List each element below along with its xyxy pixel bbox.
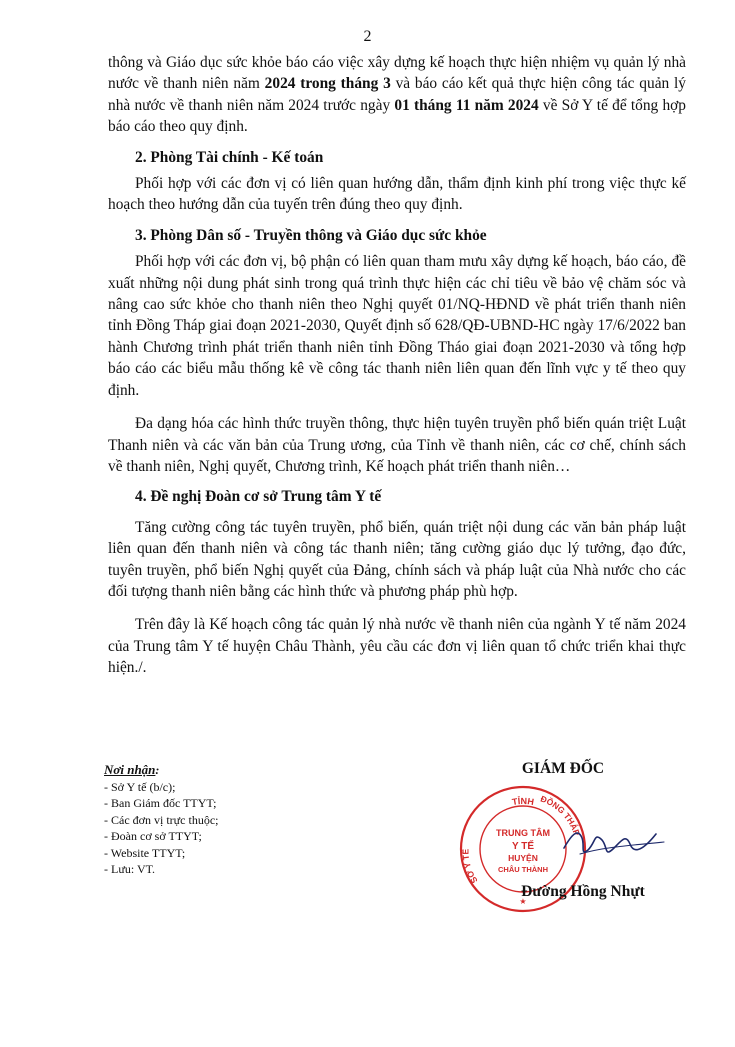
stamp-line-2: Y TẾ	[511, 841, 535, 852]
intro-paragraph	[108, 52, 686, 138]
recipient-item: - Website TTYT;	[104, 845, 186, 860]
recipients-title-suffix: :	[155, 763, 160, 777]
recipient-item: - Đoàn cơ sở TTYT;	[104, 829, 202, 843]
recipient-item: - Các đơn vị trực thuộc;	[104, 812, 219, 827]
section-4-heading: 4. Đề nghị Đoàn cơ sở Trung tâm Y tế	[135, 488, 382, 506]
stamp-left-text: SỞ Y TẾ	[460, 848, 480, 886]
stamp-line-3: HUYỆN	[508, 853, 538, 863]
section-3-paragraph-1: Phối hợp với các đơn vị, bộ phận có liên quan tham mưu xây dựng kế hoạch, báo cáo, đề xuất những nội dung phát sinh trong quá trình thực hiện các chỉ tiêu về bảo vệ chăm sóc và nâng cao sức khỏe cho thanh niên theo Nghị quyết 01/NQ-HĐND về phát triển thanh niên tỉnh Đồng Tháp giai đoạn 2021-2030, Quyết định số 628/QĐ-UBND-HC ngày 17/6/2022 ban hành Chương trình phát triển thanh niên tỉnh Đồng Tháo giai đoạn 2021-2030 và tổng hợp báo cáo các biểu mẫu thống kê về công tác thanh niên liên quan đến lĩnh vực y tế theo quy định.	[108, 253, 686, 399]
stamp-right-text: ĐỒNG THÁP	[539, 793, 583, 837]
recipient-item: - Sở Y tế (b/c);	[104, 779, 176, 794]
stamp-line-4: CHÂU THÀNH	[498, 865, 548, 874]
intro-bold-1: 2024 trong tháng 3	[264, 75, 391, 93]
handwritten-signature	[560, 804, 670, 874]
svg-text:TỈNH	[511, 795, 534, 807]
signer-name: Đường Hồng Nhựt	[521, 883, 645, 900]
section-2-paragraph: Phối hợp với các đơn vị có liên quan hướng dẫn, thẩm định kinh phí trong việc thực kế hoạch theo hướng dẫn của tuyến trên đúng theo quy định.	[108, 175, 686, 214]
closing-paragraph: Trên đây là Kế hoạch công tác quản lý nhà nước về thanh niên của ngành Y tế năm 2024 của Trung tâm Y tế huyện Châu Thành, yêu cầu các đơn vị liên quan tổ chức triển khai thực hiện./.	[108, 616, 686, 677]
director-title: GIÁM ĐỐC	[521, 760, 605, 777]
recipient-item: - Ban Giám đốc TTYT;	[104, 796, 217, 810]
stamp-top-text: TỈNH	[511, 795, 535, 808]
section-3-heading: 3. Phòng Dân số - Truyền thông và Giáo dục sức khỏe	[135, 226, 487, 244]
recipient-item: - Lưu: VT.	[104, 862, 156, 876]
recipients-block	[104, 762, 364, 878]
svg-text:SỞ Y TẾ	[460, 848, 479, 885]
intro-text-3: về Sở Y tế để tổng hợp báo cáo theo quy định.	[108, 96, 686, 136]
recipients-title: Nơi nhận	[104, 762, 156, 777]
section-3-paragraph-2: Đa dạng hóa các hình thức truyền thông, thực hiện tuyên truyền phổ biến quán triệt Luật Thanh niên và các văn bản của Trung ương, của Tỉnh về thanh niên, các cơ chế, chính sách về thanh niên, Nghị quyết, Chương trình, Kế hoạch phát triển thanh niên…	[108, 415, 686, 475]
intro-text-1: thông và Giáo dục sức khỏe báo cáo việc xây dựng kế hoạch thực hiện nhiệm vụ quản lý nhà nước về thanh niên năm	[108, 54, 686, 93]
stamp-line-1: TRUNG TÂM	[496, 828, 550, 838]
intro-text-2: và báo cáo kết quả thực hiện công tác quản lý nhà nước về thanh niên năm 2024 trước ngày	[108, 75, 686, 114]
section-2-heading: 2. Phòng Tài chính - Kế toán	[135, 148, 324, 166]
signature-block	[448, 760, 678, 910]
recipients-title-line	[104, 762, 364, 779]
section-4-paragraph: Tăng cường công tác tuyên truyền, phổ biến, quán triệt nội dung các văn bản pháp luật liên quan đến thanh niên và công tác thanh niên; tăng cường giáo dục lý tưởng, đạo đức, tuyên truyền, phổ biến Nghị quyết của Đảng, chính sách và pháp luật của Nhà nước cho các đối tượng thanh niên bằng các hình thức và phương pháp phù hợp.	[108, 518, 686, 600]
intro-bold-2: 01 tháng 11 năm 2024	[394, 96, 539, 114]
document-body	[108, 52, 686, 679]
page-number: 2	[363, 28, 372, 45]
stamp-star-icon: ★	[519, 897, 527, 906]
